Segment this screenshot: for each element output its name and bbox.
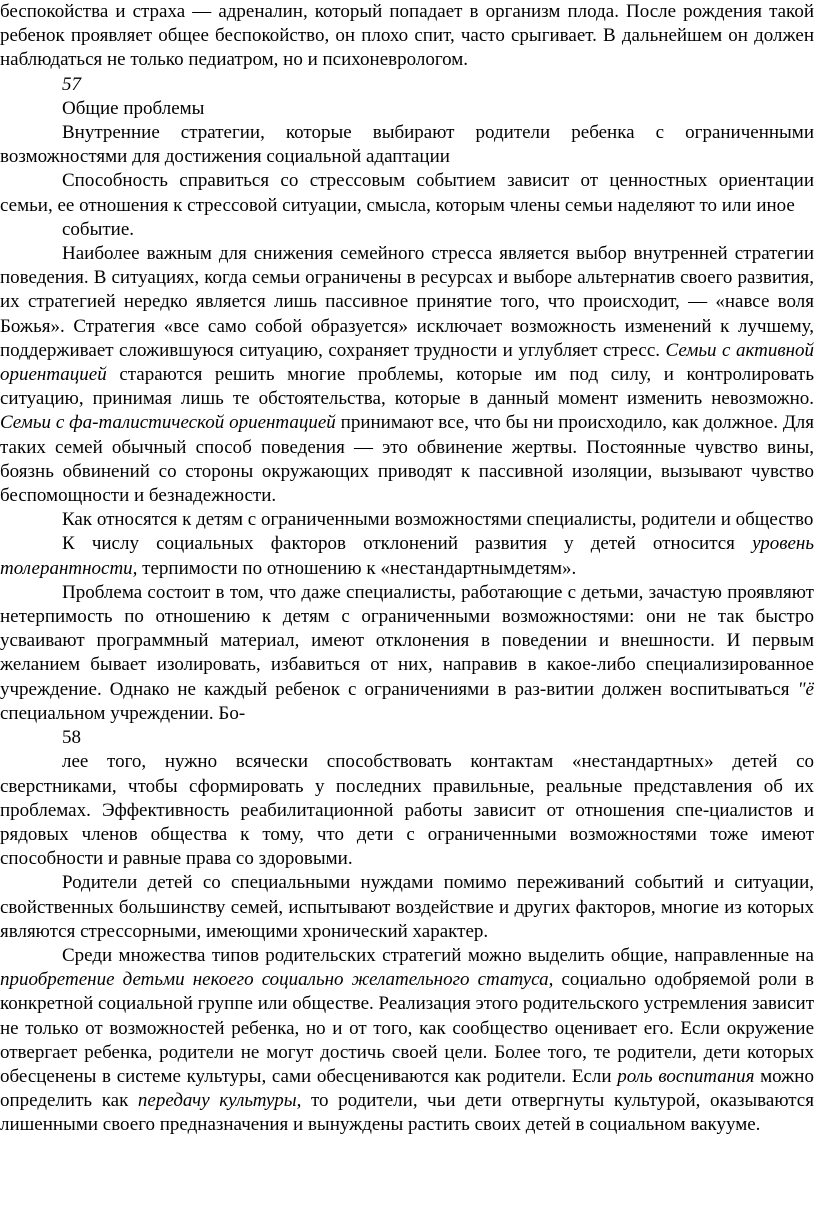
- emphasis-active-orientation: Семьи с активной ориентацией: [0, 339, 814, 386]
- paragraph-parental-strategies: [0, 944, 814, 1138]
- paragraph-parental-strategies-text-d: то родители, чьи дети отвергнуты культурой, оказываются лишенными своего предназначения и вынуждены растить своих детей в социальном вакууме.: [0, 1090, 814, 1136]
- paragraph-strategy-text-c: принимают все, что бы ни происходило, как должное. Для таких семей обычный способ поведения — это обвинение жертвы. Постоянные чувство вины, боязнь обвинений со стороны окружающих приводят к пассивной изоляции, вызывают чувство беспомощности и безнадежности.: [0, 412, 814, 507]
- page-number-57: [0, 73, 814, 97]
- paragraph-parents-text: Родители детей со специальными нуждами помимо переживаний событий и ситуации, свойственных большинству семей, испытывают воздействие и других факторов, многие из которых являются стрессорными, имеющими хронический характер.: [0, 872, 814, 942]
- paragraph-contacts-text: лее того, нужно всячески способствовать контактам «нестандартных» детей со сверстниками, чтобы сформировать у последних правильные, реальные представления об их проблемах. Эффективность реабилитационной работы зависит от отношения спе-циалистов и рядовых членов общества к тому, что дети с ограниченными возможностями тоже имеют способности и равные права со здоровыми.: [0, 751, 814, 870]
- paragraph-strategy: [0, 242, 814, 508]
- emphasis-fatalistic-orientation: Семьи с фа-талистической ориентацией: [0, 412, 336, 434]
- paragraph-social-factors-text-b: терпимости по отношению к «нестандартнымдетям».: [137, 557, 577, 579]
- paragraph-parental-strategies-text-c: можно определить как: [0, 1065, 814, 1112]
- emphasis-tolerance-level: уровень толерантности,: [0, 533, 814, 579]
- emphasis-status-acquisition: приобретение детьми некоего социально желательного статуса,: [0, 969, 554, 991]
- heading-internal-strategies: [0, 121, 814, 169]
- paragraph-strategy-text-a: Наиболее важным для снижения семейного стресса является выбор внутренней стратегии поведения. В ситуациях, когда семьи ограничены в ресурсах и выборе альтернатив своего развития, их стратегией нередко является лишь пассивное принятие того, что происходит, — «навсе воля Божья». Стратегия «все само собой образуется» исключает возможность изменений к лучшему, поддерживает сложившуюся ситуацию, сохраняет трудности и углубляет стресс.: [0, 243, 814, 361]
- paragraph-contacts: [0, 750, 814, 871]
- paragraph-problem-text-b: специальном учреждении. Бо-: [0, 702, 246, 724]
- heading-common-problems-text: Общие проблемы: [62, 97, 205, 119]
- heading-common-problems: [0, 97, 814, 121]
- paragraph-intro: [0, 0, 814, 73]
- paragraph-parental-strategies-text-a: Среди множества типов родительских стратегий можно выделить общие, направленные на: [62, 944, 814, 966]
- emphasis-upbringing-role: роль воспитания: [617, 1065, 755, 1087]
- heading-attitude: [0, 508, 814, 532]
- page-number-58: [0, 726, 814, 750]
- paragraph-social-factors-text-a: К числу социальных факторов отклонений развития у детей относится: [62, 533, 753, 555]
- heading-attitude-text: Как относятся к детям с ограниченными возможностями специалисты, родители и общество: [62, 509, 814, 531]
- paragraph-ability-text: Способность справиться со стрессовым событием зависит от ценностных ориентации семьи, ее отношения к стрессовой ситуации, смысла, которым члены семьи наделяют то или иное: [0, 170, 814, 216]
- emphasis-culture-transfer: передачу культуры,: [137, 1090, 302, 1112]
- paragraph-problem: [0, 581, 814, 726]
- paragraph-event-text: событие.: [62, 218, 135, 240]
- paragraph-intro-text: беспокойства и страха — адреналин, который попадает в организм плода. После рождения такой ребенок проявляет общее беспокойство, он плохо спит, часто срыгивает. В дальнейшем он должен наблюдаться не только педиатром, но и психоневрологом.: [0, 1, 814, 71]
- paragraph-ability: [0, 169, 814, 217]
- page-number-58-text: 58: [62, 727, 81, 749]
- paragraph-event: [0, 218, 814, 242]
- page-number-57-text: 57: [62, 73, 81, 95]
- paragraph-strategy-text-b: стараются решить многие проблемы, которые им под силу, и контролировать ситуацию, принимая лишь те обстоятельства, которые в данный момент изменить невозможно.: [0, 364, 814, 410]
- paragraph-parental-strategies-text-b: социально одобряемой роли в конкретной социальной группе или обществе. Реализация этого родительского устремления зависит не только от возможностей ребенка, но и от того, как сообщество оценивает его. Если окружение отвергает ребенка, родители не могут достичь своей цели. Более того, те родители, дети которых обесценены в системе культуры, сами обесцениваются как родители. Если: [0, 969, 814, 1087]
- paragraph-problem-text-a: Проблема состоит в том, что даже специалисты, работающие с детьми, зачастую проявляют нетерпимость по отношению к детям с ограниченными возможностями: они не так быстро усваивают программный материал, имеют отклонения в поведении и внешности. И первым желанием бывает изолировать, избавиться от них, направив в какое-либо специализированное учреждение. Однако не каждый ребенок с ограничениями в раз-витии должен воспитываться: [0, 581, 814, 700]
- heading-internal-strategies-text: Внутренние стратегии, которые выбирают родители ребенка с ограниченными возможностями для достижения социальной адаптации: [0, 122, 814, 168]
- paragraph-parents: [0, 871, 814, 944]
- paragraph-social-factors: [0, 532, 814, 580]
- emphasis-in-mark: "ё: [797, 678, 814, 700]
